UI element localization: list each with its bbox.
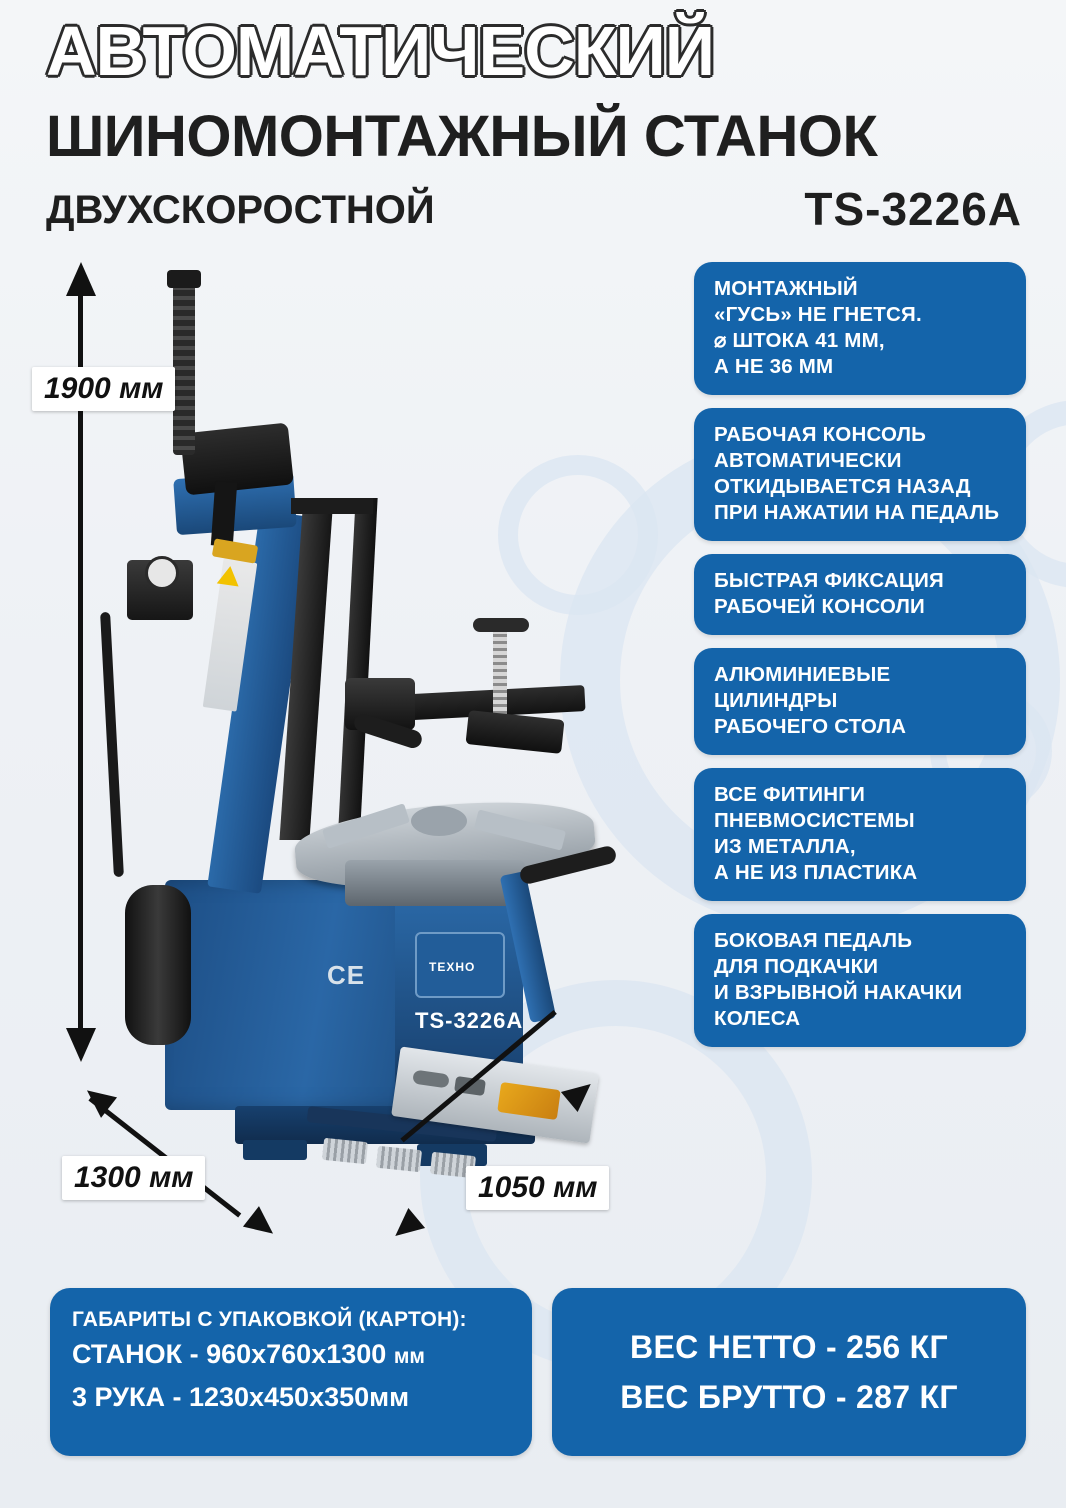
feature-list <box>694 262 1026 1060</box>
packaging-panel <box>50 1288 532 1456</box>
ce-mark: CE <box>327 960 366 990</box>
feature-bubble-1 <box>694 262 1026 395</box>
feature-5-line-3: ИЗ МЕТАЛЛА, <box>714 835 856 858</box>
turntable-support <box>345 860 525 906</box>
feature-1-line-2: «ГУСЬ» НЕ ГНЕТСЯ. <box>714 303 922 326</box>
packaging-row-machine <box>72 1334 512 1377</box>
feature-2-line-3: ОТКИДЫВАЕТСЯ НАЗАД <box>714 475 971 498</box>
feature-6-line-2: ДЛЯ ПОДКАЧКИ <box>714 955 879 978</box>
rear-post-cross <box>291 498 373 514</box>
feature-1-line-4: А НЕ 36 ММ <box>714 355 834 378</box>
rear-post-2 <box>338 498 377 828</box>
pressure-gauge-icon <box>145 556 179 590</box>
brand-badge-label: ТЕХНО <box>429 960 476 974</box>
hex-rod-cap <box>167 270 201 288</box>
feature-bubble-4 <box>694 648 1026 755</box>
mount-head-arm <box>211 481 237 546</box>
feature-bubble-2 <box>694 408 1026 541</box>
feature-4-line-2: ЦИЛИНДРЫ <box>714 689 838 712</box>
packaging-machine-label: СТАНОК - 960x760x1300 <box>72 1339 387 1369</box>
height-arrow-head-top <box>66 262 96 296</box>
feature-5-line-2: ПНЕВМОСИСТЕМЫ <box>714 809 915 832</box>
feature-6-line-1: БОКОВАЯ ПЕДАЛЬ <box>714 929 913 952</box>
feature-6-line-4: КОЛЕСА <box>714 1007 801 1030</box>
height-arrow-head-bottom <box>66 1028 96 1062</box>
packaging-caption: ГАБАРИТЫ С УПАКОВКОЙ (КАРТОН): <box>72 1308 467 1331</box>
feature-bubble-5 <box>694 768 1026 901</box>
packaging-row-arm: 3 РУКА - 1230x450x350мм <box>72 1382 410 1412</box>
hex-rod <box>173 280 195 455</box>
weight-net: ВЕС НЕТТО - 256 КГ <box>630 1329 948 1365</box>
feature-5-line-1: ВСЕ ФИТИНГИ <box>714 783 866 806</box>
air-hose <box>100 612 124 877</box>
weight-panel <box>552 1288 1026 1456</box>
warning-triangle-icon <box>217 565 241 587</box>
page-title-line3: ДВУХСКОРОСТНОЙ <box>46 188 435 232</box>
feature-2-line-4: ПРИ НАЖАТИИ НА ПЕДАЛЬ <box>714 501 1000 524</box>
turntable-center-cone <box>411 806 467 836</box>
page-title-line1: АВТОМАТИЧЕСКИЙ <box>46 12 715 90</box>
machine-model-badge: TS-3226A <box>415 1008 524 1033</box>
feature-2-line-2: АВТОМАТИЧЕСКИ <box>714 449 902 472</box>
dimension-width-label: 1050 мм <box>466 1166 609 1210</box>
feature-3-line-2: РАБОЧЕЙ КОНСОЛИ <box>714 595 925 618</box>
pedal-1 <box>322 1138 368 1164</box>
helper-arm-foot <box>465 710 564 754</box>
feature-6-line-3: И ВЗРЫВНОЙ НАКАЧКИ <box>714 981 963 1004</box>
helper-arm-handle <box>473 618 529 632</box>
machine-foot-left <box>243 1140 307 1160</box>
packaging-machine-unit: мм <box>393 1345 425 1368</box>
feature-5-line-4: А НЕ ИЗ ПЛАСТИКА <box>714 861 918 884</box>
feature-1-line-1: МОНТАЖНЫЙ <box>714 277 858 300</box>
weight-gross: ВЕС БРУТТО - 287 КГ <box>620 1379 958 1415</box>
dimension-depth-label: 1300 мм <box>62 1156 205 1200</box>
feature-bubble-3 <box>694 554 1026 635</box>
page-title-line2: ШИНОМОНТАЖНЫЙ СТАНОК <box>46 104 878 169</box>
pedal-2 <box>376 1146 422 1172</box>
model-number: TS-3226A <box>804 183 1022 235</box>
feature-3-line-1: БЫСТРАЯ ФИКСАЦИЯ <box>714 569 944 592</box>
helper-arm-screw <box>493 630 507 718</box>
feature-4-line-3: РАБОЧЕГО СТОЛА <box>714 715 907 738</box>
dimension-height-label: 1900 мм <box>32 367 175 411</box>
feature-bubble-6 <box>694 914 1026 1047</box>
feature-4-line-1: АЛЮМИНИЕВЫЕ <box>714 663 891 686</box>
air-tank <box>125 885 191 1045</box>
mount-head-duckhead <box>212 538 258 563</box>
machine-illustration <box>95 260 695 1270</box>
feature-2-line-1: РАБОЧАЯ КОНСОЛЬ <box>714 423 927 446</box>
feature-1-line-3: ⌀ ШТОКА 41 ММ, <box>714 329 885 352</box>
